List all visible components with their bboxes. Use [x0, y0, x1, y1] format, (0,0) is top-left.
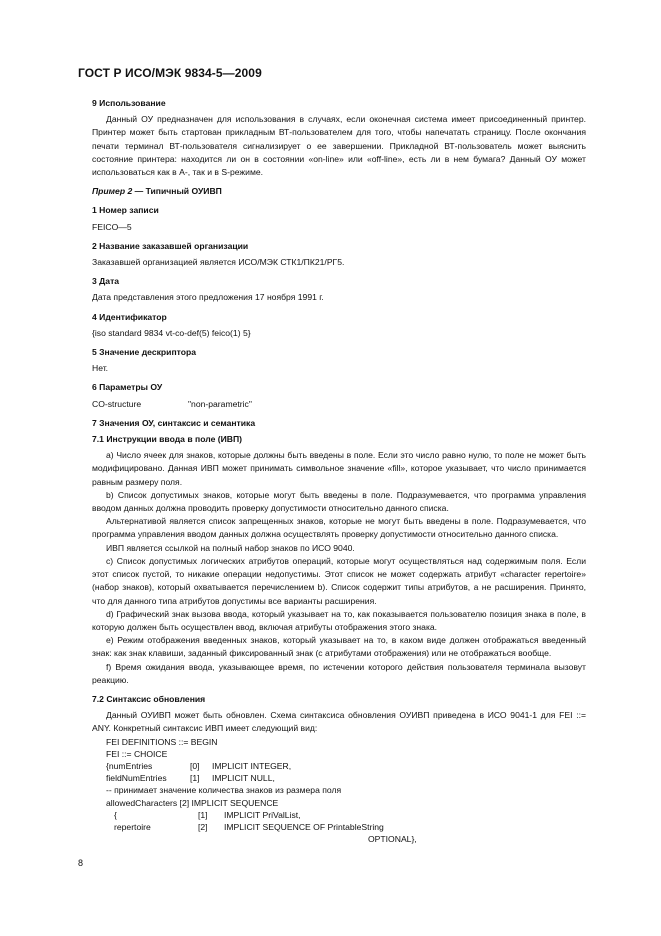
code-line: [106, 760, 586, 772]
paragraph: ИВП является ссылкой на полный набор знаков по ИСО 9040.: [106, 542, 355, 553]
paragraph: f) Время ожидания ввода, указывающее время, по истечении которого действия пользователя терминала вызовут реакцию.: [92, 661, 586, 685]
code-line: OPTIONAL},: [368, 834, 417, 845]
example-heading: [92, 185, 586, 198]
code-cell: IMPLICIT SEQUENCE OF PrintableString: [224, 821, 384, 832]
code-cell: repertoire: [114, 821, 151, 832]
section-heading: 9 Использование: [92, 98, 166, 108]
code-line: [106, 809, 586, 821]
paragraph: b) Список допустимых знаков, которые могут быть введены в поле. Подразумевается, что программа управления вводом данных должна проводить проверку допустимости относительно данного списка.: [92, 489, 586, 514]
code-line: -- принимает значение количества знаков из размера поля: [106, 785, 342, 796]
paragraph: Альтернативой является список запрещенных знаков, которые не могут быть введены в поле. Подразумевается, что программа управления вводом данных должна осуществлять проверку допустимости относительно данного списка.: [92, 516, 586, 540]
code-cell: [1]: [198, 809, 208, 820]
parameter-key: CO-structure: [92, 398, 142, 409]
code-cell: {: [114, 809, 117, 820]
code-cell: {numEntries: [106, 760, 153, 771]
paragraph: Данный ОУ предназначен для использования в случаях, если оконечная система имеет присоединенный принтер. Принтер может быть стартован прикладным ВТ-пользователем для того, чтобы напечатать страницу. После окончания печати терминал ВТ-пользователя сигнализирует о ее завершении. Прикладной ВТ-пользователь может выяснить состояние принтера: находится ли он в состоянии «on-line» или «off-line», есть ли в нем бумага? Данный ОУ может использоваться как в А-, так и в S-режиме.: [92, 114, 586, 178]
paragraph: e) Режим отображения введенных знаков, который указывает на то, в каком виде должен отображаться введенный знак: как знак клавиши, заданный фиксированный знак (с атрибутами отображения) или не отображаться вообще.: [92, 635, 586, 659]
item-heading: 4 Идентификатор: [92, 311, 167, 322]
parameter-row: [92, 398, 586, 411]
code-line: [106, 821, 586, 833]
paragraph: d) Графический знак вызова ввода, который указывает на то, как показывается пользователю позиция знака в поле, в которую должен быть осуществлен ввод, включая атрибуты отображения этого знака.: [92, 608, 586, 632]
document-header: ГОСТ Р ИСО/МЭК 9834-5—2009: [78, 66, 262, 80]
item-text: FEICO—5: [92, 221, 132, 232]
item-heading: 7 Значения ОУ, синтаксис и семантика: [92, 417, 256, 428]
subsection-heading: 7.2 Синтаксис обновления: [92, 693, 206, 704]
code-cell: IMPLICIT INTEGER,: [212, 760, 292, 771]
page-number: 8: [78, 858, 84, 868]
parameter-value: "non-parametric": [188, 398, 252, 409]
document-body: [92, 97, 586, 845]
code-line: FEI ::= CHOICE: [106, 748, 168, 759]
item-text: Дата представления этого предложения 17 ноября 1991 г.: [92, 292, 324, 303]
item-text: {iso standard 9834 vt-co-def(5) feico(1) 5}: [92, 327, 251, 338]
code-cell: [1]: [190, 773, 200, 784]
item-text: Заказавшей организацией является ИСО/МЭК СТК1/ПК21/РГ5.: [92, 257, 345, 268]
item-heading: 1 Номер записи: [92, 205, 159, 216]
code-cell: IMPLICIT PriValList,: [224, 809, 301, 820]
code-cell: [2]: [198, 821, 208, 832]
code-cell: [0]: [190, 760, 200, 771]
code-cell: fieldNumEntries: [106, 773, 167, 784]
item-heading: 5 Значение дескриптора: [92, 347, 197, 358]
asn1-code-block: [92, 736, 586, 846]
example-label: Пример 2: [92, 186, 133, 197]
code-line: FEI DEFINITIONS ::= BEGIN: [106, 736, 218, 747]
code-line: [106, 772, 586, 784]
paragraph: c) Список допустимых логических атрибутов операций, которые могут осуществляться над содержимым поля. Если этот список пустой, то никакие операции недопустимы. Этот список не может содержать атрибут «character repertoire» (набор знаков), который охватывается перечислением b). Список содержит типы атрибутов, а не расширения. Принято, что для данного типа атрибутов допустимы все варианты расширения.: [92, 555, 586, 606]
subsection-heading: 7.1 Инструкции ввода в поле (ИВП): [92, 434, 243, 445]
item-text: Нет.: [92, 363, 109, 374]
item-heading: 6 Параметры ОУ: [92, 382, 163, 393]
code-line: allowedCharacters [2] IMPLICIT SEQUENCE: [106, 797, 279, 808]
item-heading: 2 Название заказавшей организации: [92, 240, 249, 251]
code-cell: IMPLICIT NULL,: [212, 773, 275, 784]
example-title: — Типичный ОУИВП: [132, 186, 222, 197]
item-heading: 3 Дата: [92, 276, 120, 287]
paragraph: a) Число ячеек для знаков, которые должны быть введены в поле. Если это число равно нулю, то поле не может быть модифицировано. Данная ИВП может принимать символьное значение «fill», которое указывает, что число принимается равным размеру поля.: [92, 450, 586, 487]
paragraph: Данный ОУИВП может быть обновлен. Схема синтаксиса обновления ОУИВП приведена в ИСО 9041-1 для FEI ::= ANY. Конкретный синтаксис ИВП имеет следующий вид:: [92, 710, 586, 734]
